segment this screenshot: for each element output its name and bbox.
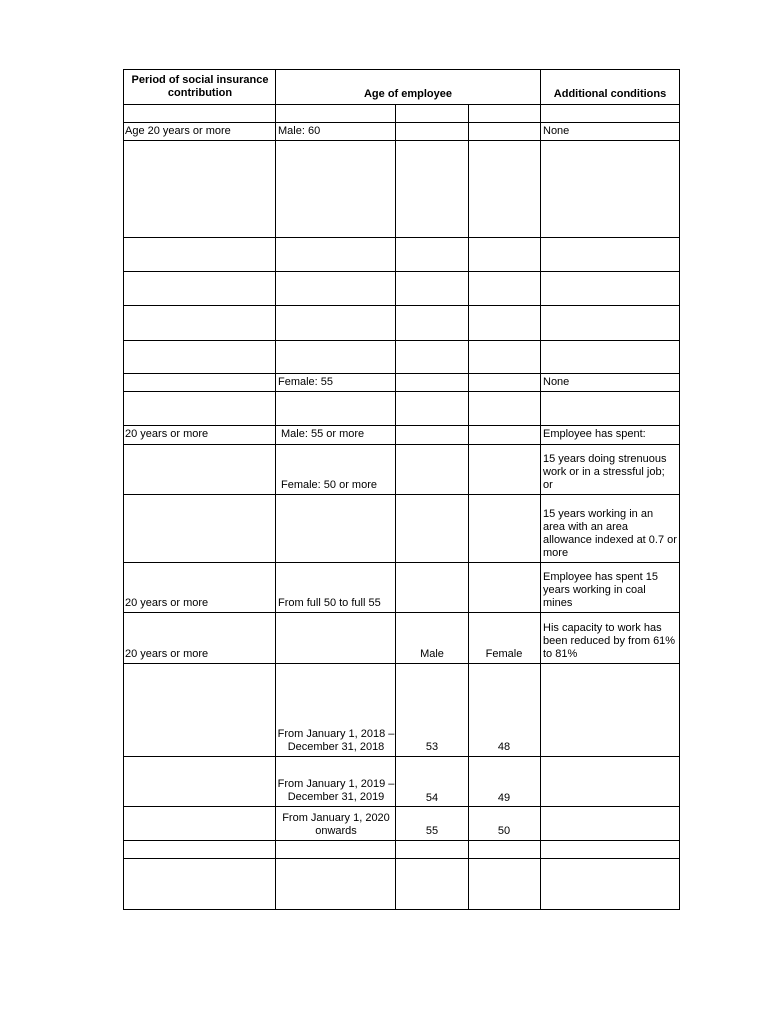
row8-male-value: 53 — [425, 741, 439, 753]
grid-line-horizontal — [123, 391, 680, 392]
row9-period-label: From January 1, 2019 – December 31, 2019 — [277, 778, 395, 803]
row4-age: Female: 50 or more — [281, 479, 377, 491]
grid-line-horizontal — [123, 305, 680, 306]
grid-line-horizontal — [123, 425, 680, 426]
header-age: Age of employee — [363, 88, 453, 100]
grid-line-horizontal — [123, 494, 680, 495]
row6-age: From full 50 to full 55 — [278, 597, 381, 609]
grid-line-horizontal — [123, 373, 680, 374]
row7-conditions: His capacity to work has been reduced by from 61% to 81% — [543, 622, 676, 660]
row7-female-label: Female — [485, 648, 523, 660]
grid-line-horizontal — [123, 237, 680, 238]
grid-line-horizontal — [123, 104, 680, 105]
row2-conditions: None — [543, 376, 570, 388]
row6-conditions: Employee has spent 15 years working in coal mines — [543, 571, 658, 609]
row9-female-value: 49 — [497, 792, 511, 804]
row10-female-value: 50 — [497, 825, 511, 837]
grid-line-horizontal — [123, 271, 680, 272]
grid-line-horizontal — [123, 909, 680, 910]
row2-age: Female: 55 — [278, 376, 334, 388]
row3-age: Male: 55 or more — [281, 428, 365, 440]
grid-line-horizontal — [123, 340, 680, 341]
grid-line-horizontal — [123, 140, 680, 141]
grid-line-horizontal — [123, 562, 680, 563]
grid-line-vertical — [275, 69, 276, 910]
grid-line-horizontal — [123, 122, 680, 123]
row4-conditions: 15 years doing strenuous work or in a stressful job; or — [543, 453, 667, 491]
grid-line-vertical — [395, 104, 396, 910]
grid-line-vertical — [679, 69, 680, 910]
row1-period: Age 20 years or more — [125, 125, 231, 137]
row5-conditions: 15 years working in an area with an area allowance indexed at 0.7 or more — [543, 508, 677, 559]
row7-period: 20 years or more — [125, 648, 209, 660]
grid-line-vertical — [123, 69, 124, 910]
row8-female-value: 48 — [497, 741, 511, 753]
grid-line-vertical — [468, 104, 469, 910]
row3-period: 20 years or more — [125, 428, 209, 440]
grid-line-horizontal — [123, 663, 680, 664]
row9-male-value: 54 — [425, 792, 439, 804]
grid-line-horizontal — [123, 444, 680, 445]
row1-age: Male: 60 — [278, 125, 321, 137]
row1-conditions: None — [543, 125, 570, 137]
grid-line-horizontal — [123, 69, 680, 70]
grid-line-vertical — [540, 69, 541, 910]
row3-conditions: Employee has spent: — [543, 428, 646, 440]
row10-period-label: From January 1, 2020 onwards — [282, 812, 390, 837]
row7-male-label: Male — [420, 648, 444, 660]
row6-period: 20 years or more — [125, 597, 209, 609]
header-conditions: Additional conditions — [553, 88, 667, 100]
grid-line-horizontal — [123, 756, 680, 757]
row8-period-label: From January 1, 2018 – December 31, 2018 — [277, 728, 395, 753]
grid-line-horizontal — [123, 806, 680, 807]
grid-line-horizontal — [123, 612, 680, 613]
row10-male-value: 55 — [425, 825, 439, 837]
header-period: Period of social insurance contribution — [131, 74, 269, 99]
grid-line-horizontal — [123, 858, 680, 859]
grid-line-horizontal — [123, 840, 680, 841]
